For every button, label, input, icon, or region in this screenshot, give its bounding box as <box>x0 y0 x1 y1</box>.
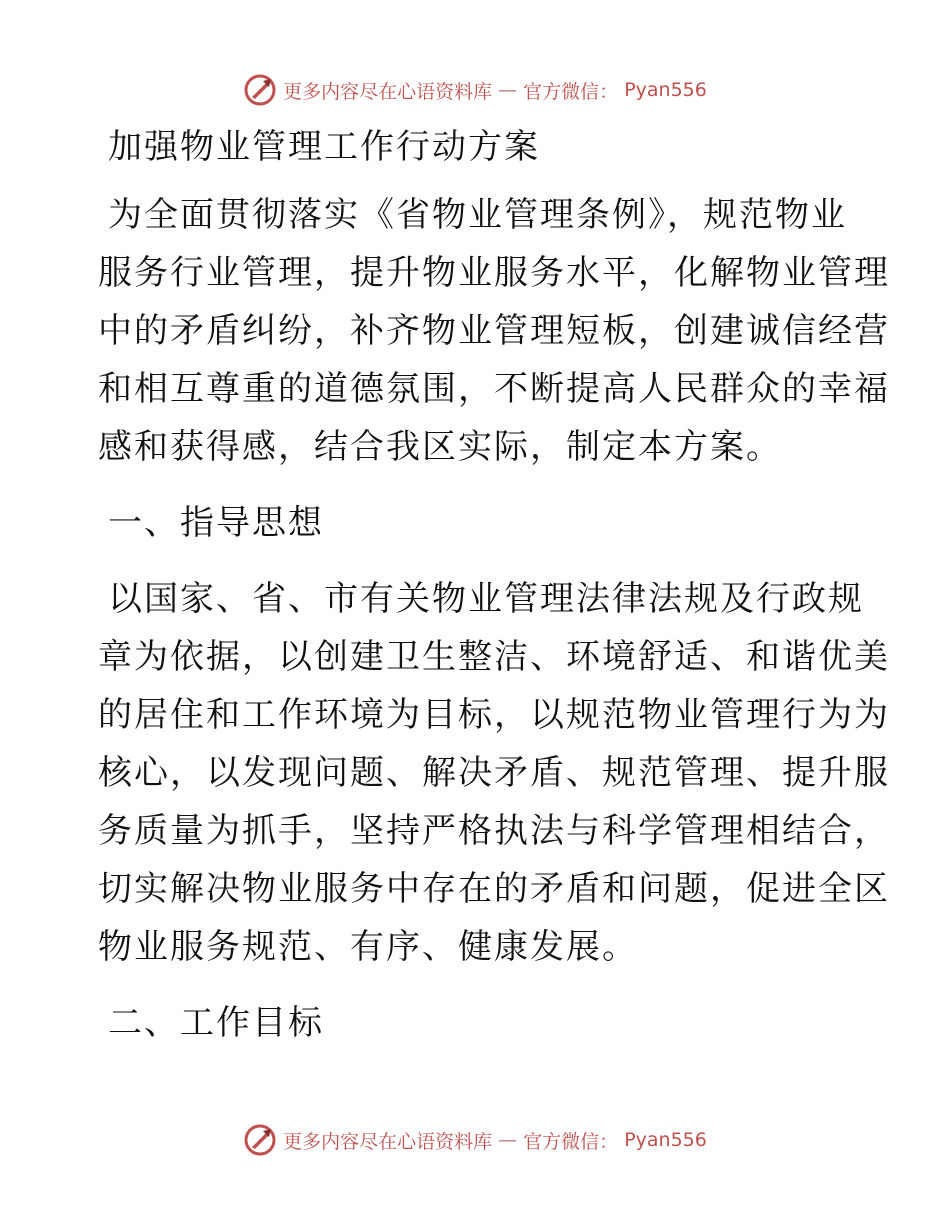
paragraph-line: 为全面贯彻落实《省物业管理条例》，规范物业 <box>108 195 847 235</box>
section-heading-work-goals: 二、工作目标 <box>108 1003 324 1043</box>
paragraph-line: 中的矛盾纠纷，补齐物业管理短板，创建诚信经营 <box>98 311 890 351</box>
watermark-text: 更多内容尽在心语资料库 <box>283 1130 493 1153</box>
watermark-separator: — <box>498 79 518 101</box>
intro-paragraph <box>98 186 890 476</box>
document-title: 加强物业管理工作行动方案 <box>108 127 540 167</box>
paragraph-line: 服务行业管理，提升物业服务水平，化解物业管理 <box>98 253 890 293</box>
paragraph-line: 切实解决物业服务中存在的矛盾和问题，促进全区 <box>98 869 890 909</box>
footer-watermark <box>0 1120 950 1160</box>
paragraph-line: 章为依据，以创建卫生整洁、环境舒适、和谐优美 <box>98 637 890 677</box>
paragraph-line: 核心，以发现问题、解决矛盾、规范管理、提升服 <box>98 753 890 793</box>
guiding-ideology-paragraph <box>98 570 890 976</box>
watermark-label: 官方微信： <box>523 80 619 103</box>
paragraph-line: 和相互尊重的道德氛围，不断提高人民群众的幸福 <box>98 369 890 409</box>
section-heading-guiding-ideology: 一、指导思想 <box>108 503 324 543</box>
paragraph-line: 感和获得感，结合我区实际，制定本方案。 <box>98 427 782 467</box>
watermark-separator: — <box>498 1129 518 1151</box>
header-watermark <box>0 70 950 110</box>
feather-pen-circle-icon <box>243 1123 277 1157</box>
paragraph-line: 的居住和工作环境为目标，以规范物业管理行为为 <box>98 695 890 735</box>
paragraph-line: 以国家、省、市有关物业管理法律法规及行政规 <box>108 579 864 619</box>
paragraph-line: 物业服务规范、有序、健康发展。 <box>98 927 638 967</box>
feather-pen-circle-icon <box>243 73 277 107</box>
watermark-label: 官方微信： <box>523 1130 619 1153</box>
document-body <box>98 118 890 1052</box>
watermark-id: Pyan556 <box>624 79 707 101</box>
watermark-id: Pyan556 <box>624 1129 707 1151</box>
paragraph-line: 务质量为抓手，坚持严格执法与科学管理相结合， <box>98 811 890 851</box>
watermark-text: 更多内容尽在心语资料库 <box>283 80 493 103</box>
